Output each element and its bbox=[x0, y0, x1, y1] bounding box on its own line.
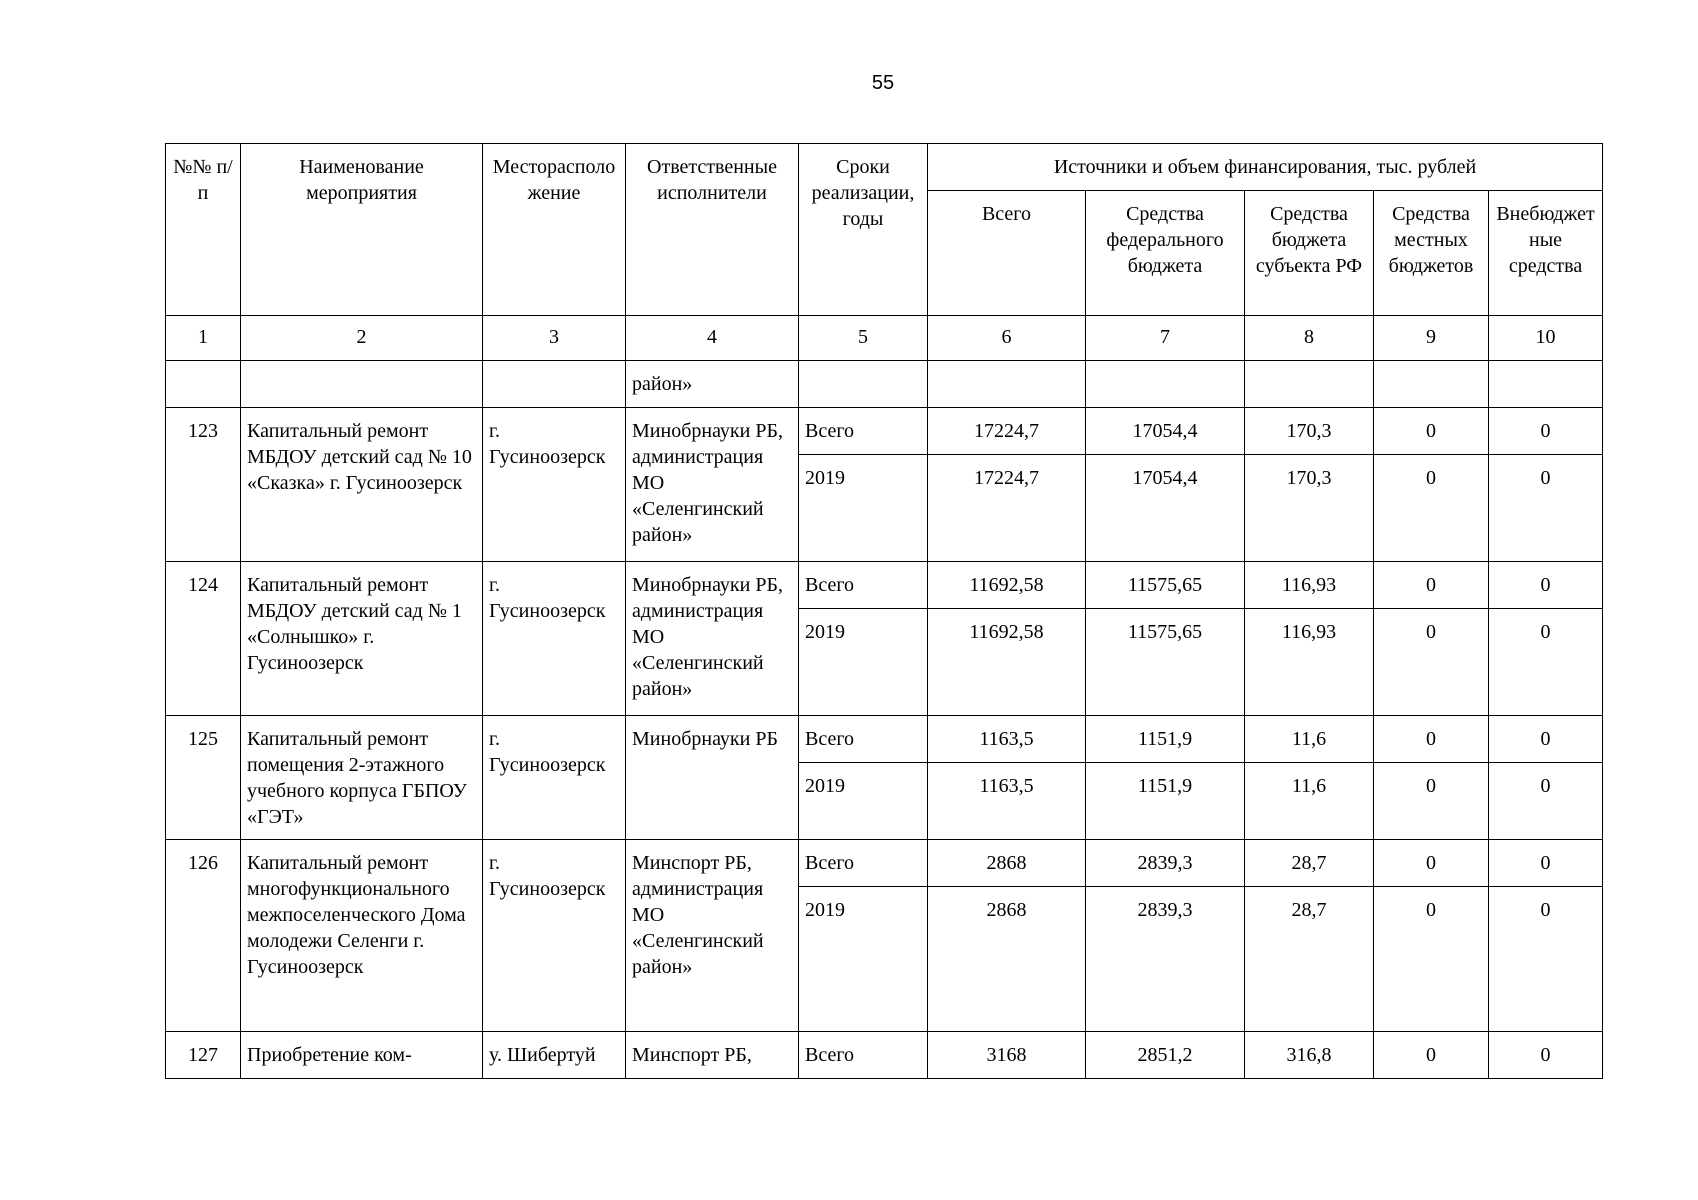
cell-federal: 1151,9 bbox=[1086, 716, 1245, 763]
table-row bbox=[166, 840, 1603, 887]
header-executor: Ответственные исполнители bbox=[626, 144, 799, 316]
cell-name: Приобретение ком- bbox=[241, 1032, 483, 1079]
cell-total: 2868 bbox=[928, 840, 1086, 887]
cell-total: 11692,58 bbox=[928, 609, 1086, 716]
column-number: 10 bbox=[1489, 316, 1603, 361]
header-financing: Источники и объем финансирования, тыс. рублей bbox=[928, 144, 1603, 191]
table-row bbox=[166, 716, 1603, 763]
cell-period: Всего bbox=[799, 562, 928, 609]
column-numbers-row bbox=[166, 316, 1603, 361]
header-extra: Внебюджетные средства bbox=[1489, 191, 1603, 316]
cell-subject: 316,8 bbox=[1245, 1032, 1374, 1079]
cell-subject: 116,93 bbox=[1245, 562, 1374, 609]
cell-extra: 0 bbox=[1489, 716, 1603, 763]
column-number: 7 bbox=[1086, 316, 1245, 361]
cell-number: 127 bbox=[166, 1032, 241, 1079]
cell-total: 11692,58 bbox=[928, 562, 1086, 609]
column-number: 3 bbox=[483, 316, 626, 361]
table-row bbox=[166, 1032, 1603, 1079]
cell-executor: Минобрнауки РБ bbox=[626, 716, 799, 840]
cell-extra: 0 bbox=[1489, 887, 1603, 1032]
cell-name: Капитальный ремонт МБДОУ детский сад № 10 «Сказка» г. Гусиноозерск bbox=[241, 408, 483, 562]
cell-period: Всего bbox=[799, 840, 928, 887]
cell-subject: 11,6 bbox=[1245, 716, 1374, 763]
cell-local: 0 bbox=[1374, 1032, 1489, 1079]
cell-local: 0 bbox=[1374, 716, 1489, 763]
cell-local: 0 bbox=[1374, 840, 1489, 887]
header-total: Всего bbox=[928, 191, 1086, 316]
cell-federal: 2839,3 bbox=[1086, 887, 1245, 1032]
cell-federal: 1151,9 bbox=[1086, 763, 1245, 840]
cell-executor: район» bbox=[626, 361, 799, 408]
header-period: Сроки реализации, годы bbox=[799, 144, 928, 316]
column-number: 6 bbox=[928, 316, 1086, 361]
cell-extra: 0 bbox=[1489, 840, 1603, 887]
cell-period: Всего bbox=[799, 716, 928, 763]
cell-local: 0 bbox=[1374, 408, 1489, 455]
cell-subject: 28,7 bbox=[1245, 887, 1374, 1032]
cell-federal: 11575,65 bbox=[1086, 562, 1245, 609]
cell-extra: 0 bbox=[1489, 408, 1603, 455]
cell-extra: 0 bbox=[1489, 609, 1603, 716]
cell-extra: 0 bbox=[1489, 455, 1603, 562]
cell-local: 0 bbox=[1374, 455, 1489, 562]
cell-federal: 11575,65 bbox=[1086, 609, 1245, 716]
header-local: Средства местных бюджетов bbox=[1374, 191, 1489, 316]
cell-subject: 28,7 bbox=[1245, 840, 1374, 887]
column-number: 1 bbox=[166, 316, 241, 361]
cell-total: 1163,5 bbox=[928, 763, 1086, 840]
cell-local: 0 bbox=[1374, 763, 1489, 840]
cell-number: 123 bbox=[166, 408, 241, 562]
cell-subject: 170,3 bbox=[1245, 408, 1374, 455]
header-name: Наименование мероприятия bbox=[241, 144, 483, 316]
page-number: 55 bbox=[871, 72, 895, 94]
header-number: №№ п/п bbox=[166, 144, 241, 316]
column-number: 5 bbox=[799, 316, 928, 361]
cell-period: Всего bbox=[799, 1032, 928, 1079]
financing-table bbox=[165, 143, 1603, 1079]
cell-total: 17224,7 bbox=[928, 455, 1086, 562]
cell-period: 2019 bbox=[799, 887, 928, 1032]
cell-subject: 170,3 bbox=[1245, 455, 1374, 562]
cell-name: Капитальный ремонт помещения 2-этажного учебного корпуса ГБПОУ «ГЭТ» bbox=[241, 716, 483, 840]
header-subject: Средства бюджета субъекта РФ bbox=[1245, 191, 1374, 316]
cell-executor: Минобрнауки РБ, администрация МО «Селенгинский район» bbox=[626, 408, 799, 562]
cell-number: 124 bbox=[166, 562, 241, 716]
cell-executor: Минобрнауки РБ, администрация МО «Селенгинский район» bbox=[626, 562, 799, 716]
cell-period: Всего bbox=[799, 408, 928, 455]
cell-period: 2019 bbox=[799, 455, 928, 562]
cell-extra: 0 bbox=[1489, 1032, 1603, 1079]
cell-location: г. Гусиноозерск bbox=[483, 716, 626, 840]
cell-local: 0 bbox=[1374, 609, 1489, 716]
cell-name: Капитальный ремонт МБДОУ детский сад № 1 «Солнышко» г. Гусиноозерск bbox=[241, 562, 483, 716]
cell-number: 125 bbox=[166, 716, 241, 840]
cell-federal: 2839,3 bbox=[1086, 840, 1245, 887]
continuation-row bbox=[166, 361, 1603, 408]
header-location: Месторасположение bbox=[483, 144, 626, 316]
cell-subject: 116,93 bbox=[1245, 609, 1374, 716]
header-row-1 bbox=[166, 144, 1603, 191]
cell-federal: 17054,4 bbox=[1086, 455, 1245, 562]
table-row bbox=[166, 408, 1603, 455]
cell-name: Капитальный ремонт многофункционального межпоселенческого Дома молодежи Селенги г. Гусиноозерск bbox=[241, 840, 483, 1032]
cell-period: 2019 bbox=[799, 609, 928, 716]
cell-total: 1163,5 bbox=[928, 716, 1086, 763]
cell-total: 2868 bbox=[928, 887, 1086, 1032]
column-number: 2 bbox=[241, 316, 483, 361]
cell-federal: 17054,4 bbox=[1086, 408, 1245, 455]
table-row bbox=[166, 562, 1603, 609]
header-federal: Средства федерального бюджета bbox=[1086, 191, 1245, 316]
column-number: 4 bbox=[626, 316, 799, 361]
cell-location: г. Гусиноозерск bbox=[483, 408, 626, 562]
column-number: 8 bbox=[1245, 316, 1374, 361]
cell-executor: Минспорт РБ, bbox=[626, 1032, 799, 1079]
cell-location: у. Шибертуй bbox=[483, 1032, 626, 1079]
cell-local: 0 bbox=[1374, 887, 1489, 1032]
cell-total: 17224,7 bbox=[928, 408, 1086, 455]
cell-subject: 11,6 bbox=[1245, 763, 1374, 840]
cell-location: г. Гусиноозерск bbox=[483, 840, 626, 1032]
cell-location: г. Гусиноозерск bbox=[483, 562, 626, 716]
cell-extra: 0 bbox=[1489, 763, 1603, 840]
cell-number: 126 bbox=[166, 840, 241, 1032]
column-number: 9 bbox=[1374, 316, 1489, 361]
cell-extra: 0 bbox=[1489, 562, 1603, 609]
cell-period: 2019 bbox=[799, 763, 928, 840]
cell-local: 0 bbox=[1374, 562, 1489, 609]
cell-executor: Минспорт РБ, администрация МО «Селенгинский район» bbox=[626, 840, 799, 1032]
cell-federal: 2851,2 bbox=[1086, 1032, 1245, 1079]
cell-total: 3168 bbox=[928, 1032, 1086, 1079]
